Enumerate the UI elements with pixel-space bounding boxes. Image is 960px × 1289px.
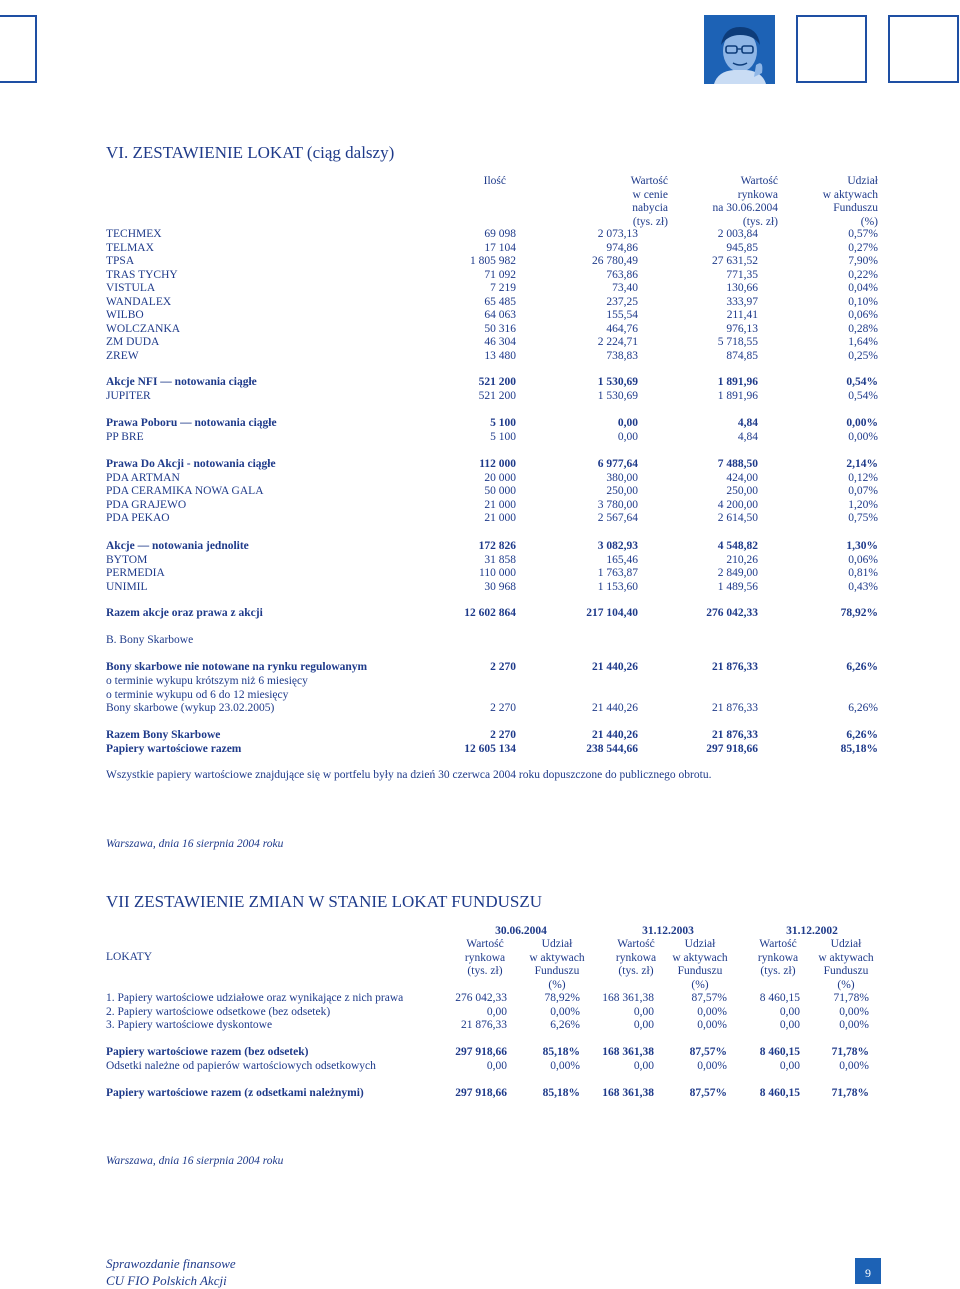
vi-row-market: 2 614,50 <box>717 512 758 524</box>
vii-row-value-3: 0,00% <box>697 1005 727 1018</box>
vii-value-header-2-2: (tys. zł) <box>760 965 796 977</box>
vii-value-header-2-1: rynkowa <box>757 951 799 964</box>
vi-row-market: 4,84 <box>737 430 758 443</box>
vi-row-label: UNIMIL <box>106 580 148 593</box>
vii-row-label: Papiery wartościowe razem (bez odsetek) <box>106 1046 309 1058</box>
vi-row-qty: 521 200 <box>478 376 516 388</box>
vii-row-label: Papiery wartościowe razem (z odsetkami należnymi) <box>106 1087 364 1099</box>
vi-row-qty: 31 858 <box>484 553 516 566</box>
vi-row-qty: 17 104 <box>484 241 516 254</box>
vi-row-label: PP BRE <box>106 430 144 443</box>
signature-vi: Warszawa, dnia 16 sierpnia 2004 roku <box>106 838 284 850</box>
vi-row-label: ZM DUDA <box>106 336 160 348</box>
vi-row-qty: 1 805 982 <box>470 255 516 267</box>
decor-box-2 <box>888 15 959 83</box>
admission-note: Wszystkie papiery wartościowe znajdujące się w portfelu były na dzień 30 czerwca 2004 roku dopuszczone do publicznego obrotu. <box>106 769 712 781</box>
footer-fund-name: CU FIO Polskich Akcji <box>106 1273 227 1288</box>
vi-row-label: PDA PEKAO <box>106 512 170 524</box>
vii-row-value-2: 0,00 <box>633 1019 654 1031</box>
vi-row-qty: 20 000 <box>484 471 516 484</box>
vi-row-share: 0,12% <box>848 471 878 484</box>
vi-row-market: 2 003,84 <box>717 228 758 240</box>
vi-row-cost: 1 530,69 <box>597 389 638 402</box>
vi-row-qty: 50 316 <box>484 322 516 335</box>
vi-row-cost: 738,83 <box>606 349 638 362</box>
vi-row-cost: 3 780,00 <box>597 498 638 511</box>
vi-row-label: PDA CERAMIKA NOWA GALA <box>106 485 264 497</box>
vi-row-cost: 464,76 <box>606 322 638 335</box>
vii-row-value-3: 87,57% <box>689 1046 727 1058</box>
vi-row-label: PERMEDIA <box>106 567 165 579</box>
vii-share-header-0-2: Funduszu <box>534 965 580 977</box>
vi-row-share: 78,92% <box>840 607 878 619</box>
bony-row-label: Razem Bony Skarbowe <box>106 729 221 741</box>
vii-row-label: Odsetki należne od papierów wartościowych odsetkowych <box>106 1059 376 1072</box>
vi-row-label: TECHMEX <box>106 228 162 240</box>
vii-row-value-0: 276 042,33 <box>455 992 507 1004</box>
vii-value-header-1-2: (tys. zł) <box>618 965 654 977</box>
vi-row-share: 0,28% <box>848 322 878 335</box>
vii-row-value-2: 168 361,38 <box>602 992 654 1004</box>
vii-row-value-0: 0,00 <box>486 1005 507 1018</box>
vi-row-cost: 73,40 <box>612 282 638 294</box>
vi-header-col3-line0: Udział <box>847 175 878 187</box>
vii-value-header-0-1: rynkowa <box>464 951 506 964</box>
vi-row-cost: 1 530,69 <box>597 376 638 388</box>
vii-value-header-0-2: (tys. zł) <box>467 965 503 977</box>
vii-row-value-2: 0,00 <box>633 1059 654 1072</box>
vii-share-header-2-3: (%) <box>837 978 855 991</box>
vi-row-qty: 112 000 <box>479 458 516 470</box>
vii-row-value-1: 85,18% <box>542 1087 580 1099</box>
vii-share-header-1-0: Udział <box>684 938 716 950</box>
vi-row-share: 7,90% <box>848 255 878 267</box>
bony-row-share: 6,26% <box>846 729 878 741</box>
vi-row-qty: 46 304 <box>484 336 516 348</box>
bony-row-cost: 21 440,26 <box>592 702 638 714</box>
vi-row-market: 424,00 <box>726 471 758 484</box>
vii-row-value-2: 168 361,38 <box>602 1046 654 1058</box>
vi-row-label: ZREW <box>106 349 139 362</box>
vi-row-cost: 2 224,71 <box>597 336 638 348</box>
vii-row-value-1: 85,18% <box>542 1046 580 1058</box>
vi-row-cost: 1 763,87 <box>597 567 638 579</box>
vi-row-market: 250,00 <box>726 485 758 497</box>
vi-row-cost: 6 977,64 <box>597 458 638 470</box>
vi-row-label: BYTOM <box>106 553 148 566</box>
vi-row-share: 1,30% <box>846 540 878 552</box>
vi-header-col3-line2: Funduszu <box>833 202 878 214</box>
vi-row-label: PDA GRAJEWO <box>106 498 187 511</box>
vi-row-qty: 172 826 <box>478 540 516 552</box>
vii-row-label: 2. Papiery wartościowe odsetkowe (bez odsetek) <box>106 1005 331 1018</box>
bony-row-share: 6,26% <box>846 661 878 673</box>
bony-row-market: 21 876,33 <box>712 661 758 673</box>
bony-row-qty: 2 270 <box>490 729 516 741</box>
vi-row-share: 0,06% <box>848 553 878 566</box>
vi-row-cost: 2 073,13 <box>597 228 638 240</box>
vii-row-value-5: 71,78% <box>831 1087 869 1099</box>
vi-row-cost: 763,86 <box>606 268 638 281</box>
vi-row-label: Prawa Do Akcji - notowania ciągłe <box>106 458 276 470</box>
vi-row-market: 4,84 <box>737 417 758 429</box>
vi-row-market: 27 631,52 <box>712 255 758 267</box>
vi-row-share: 0,54% <box>846 376 878 388</box>
vii-row-value-0: 0,00 <box>486 1059 507 1072</box>
vi-header-col1-line1: w cenie <box>632 188 668 201</box>
vi-row-market: 945,85 <box>726 241 758 254</box>
vi-row-cost: 217 104,40 <box>586 607 638 619</box>
vi-row-cost: 250,00 <box>606 485 638 497</box>
vii-date-1: 31.12.2003 <box>642 925 694 937</box>
vi-row-cost: 3 082,93 <box>597 540 638 552</box>
vi-row-market: 333,97 <box>726 295 758 308</box>
vi-row-market: 210,26 <box>726 553 758 566</box>
vi-row-market: 4 200,00 <box>717 498 758 511</box>
vii-row-value-0: 297 918,66 <box>455 1046 507 1058</box>
vi-row-market: 276 042,33 <box>706 607 758 619</box>
vii-row-value-3: 0,00% <box>697 1019 727 1031</box>
bony-row-cost: 238 544,66 <box>586 743 638 755</box>
vii-date-2: 31.12.2002 <box>786 925 838 937</box>
vi-header-col1-line0: Wartość <box>630 175 668 187</box>
vi-header-col3-line1: w aktywach <box>822 188 878 201</box>
vii-share-header-1-1: w aktywach <box>672 951 728 964</box>
vi-row-market: 211,41 <box>726 309 758 321</box>
vi-header-col2-line3: (tys. zł) <box>742 215 778 228</box>
vi-row-label: WILBO <box>106 309 144 321</box>
vi-row-qty: 64 063 <box>484 309 516 321</box>
vii-share-header-1-2: Funduszu <box>677 965 723 977</box>
vi-row-share: 1,64% <box>848 336 878 348</box>
bony-row-label: Papiery wartościowe razem <box>106 743 242 755</box>
vi-row-cost: 1 153,60 <box>597 580 638 593</box>
vii-row-label: 1. Papiery wartościowe udziałowe oraz wynikające z nich prawa <box>106 992 404 1004</box>
section-vii-title: VII ZESTAWIENIE ZMIAN W STANIE LOKAT FUNDUSZU <box>106 892 542 911</box>
vi-header-col1-line2: nabycia <box>632 202 668 214</box>
vi-row-market: 5 718,55 <box>717 336 758 348</box>
bony-row-share: 85,18% <box>840 743 878 755</box>
vi-row-qty: 12 602 864 <box>464 607 516 619</box>
vi-row-share: 0,27% <box>848 241 878 254</box>
vii-row-value-5: 71,78% <box>831 1046 869 1058</box>
footer-report-name: Sprawozdanie finansowe <box>106 1256 236 1271</box>
vi-row-label: Razem akcje oraz prawa z akcji <box>106 607 263 619</box>
vi-row-share: 1,20% <box>848 498 878 511</box>
vii-value-header-1-0: Wartość <box>617 938 655 950</box>
vii-row-label: 3. Papiery wartościowe dyskontowe <box>106 1019 273 1031</box>
vi-row-qty: 21 000 <box>484 512 516 524</box>
vii-row-value-5: 71,78% <box>833 992 869 1004</box>
bony-row-share: 6,26% <box>848 702 878 714</box>
vi-row-share: 0,25% <box>848 349 878 362</box>
vii-row-value-4: 8 460,15 <box>759 1046 800 1058</box>
vi-row-qty: 521 200 <box>478 389 516 402</box>
bony-row-market: 21 876,33 <box>712 729 758 741</box>
vi-row-qty: 71 092 <box>484 268 516 281</box>
bony-row-qty: 2 270 <box>490 702 516 714</box>
vii-share-header-0-0: Udział <box>541 938 573 950</box>
decor-box-1 <box>796 15 867 83</box>
bony-row-label: o terminie wykupu od 6 do 12 miesięcy <box>106 689 289 701</box>
vii-row-value-2: 0,00 <box>633 1005 654 1018</box>
vii-row-value-4: 8 460,15 <box>759 1087 800 1099</box>
vi-row-label: TELMAX <box>106 241 154 254</box>
vi-row-qty: 50 000 <box>484 485 516 497</box>
vi-row-qty: 5 100 <box>490 430 516 443</box>
vi-row-share: 0,22% <box>848 268 878 281</box>
vi-row-market: 976,13 <box>726 322 758 335</box>
vii-row-value-3: 87,57% <box>689 1087 727 1099</box>
vii-row-value-5: 0,00% <box>839 1019 869 1031</box>
vii-row-value-5: 0,00% <box>839 1005 869 1018</box>
vi-row-share: 0,07% <box>848 485 878 497</box>
vi-row-share: 0,06% <box>848 309 878 321</box>
vii-row-value-3: 0,00% <box>697 1059 727 1072</box>
vi-header-col0-line0: Ilość <box>483 175 506 187</box>
bony-row-qty: 12 605 134 <box>464 743 516 755</box>
vi-header-col1-line3: (tys. zł) <box>632 215 668 228</box>
vi-row-qty: 7 219 <box>490 282 516 294</box>
vi-row-cost: 0,00 <box>617 430 638 443</box>
vi-row-share: 0,10% <box>848 295 878 308</box>
vi-row-cost: 0,00 <box>617 417 638 429</box>
vi-row-market: 1 891,96 <box>717 389 758 402</box>
vi-row-cost: 380,00 <box>606 471 638 484</box>
bony-row-label: Bony skarbowe (wykup 23.02.2005) <box>106 702 275 714</box>
vii-row-value-1: 0,00% <box>550 1059 580 1072</box>
vi-row-market: 771,35 <box>726 268 758 281</box>
vii-share-header-2-2: Funduszu <box>823 965 869 977</box>
vi-row-cost: 2 567,64 <box>597 512 638 524</box>
vi-row-label: PDA ARTMAN <box>106 471 180 484</box>
vii-share-header-0-1: w aktywach <box>529 951 585 964</box>
vii-date-0: 30.06.2004 <box>495 925 547 937</box>
vi-row-label: WOLCZANKA <box>106 322 181 335</box>
vi-row-share: 0,00% <box>846 417 878 429</box>
vi-row-qty: 65 485 <box>484 295 516 308</box>
vi-row-label: VISTULA <box>106 282 156 294</box>
vi-row-market: 1 891,96 <box>717 376 758 388</box>
vi-row-qty: 30 968 <box>484 580 516 593</box>
vii-row-value-3: 87,57% <box>691 992 727 1004</box>
vi-row-market: 130,66 <box>726 282 758 294</box>
vii-row-value-4: 0,00 <box>779 1005 800 1018</box>
vi-row-cost: 974,86 <box>606 241 638 254</box>
signature-vii: Warszawa, dnia 16 sierpnia 2004 roku <box>106 1155 284 1167</box>
vi-row-qty: 110 000 <box>479 567 516 579</box>
vi-row-label: TRAS TYCHY <box>106 268 178 281</box>
portrait-photo <box>704 15 775 84</box>
vii-row-value-4: 0,00 <box>779 1059 800 1072</box>
vi-row-share: 0,04% <box>848 282 878 294</box>
bony-row-label: o terminie wykupu krótszym niż 6 miesięcy <box>106 675 308 687</box>
vii-value-header-1-1: rynkowa <box>615 951 657 964</box>
vii-value-header-0-0: Wartość <box>466 938 504 950</box>
vi-row-share: 0,54% <box>848 389 878 402</box>
vi-row-label: JUPITER <box>106 389 151 402</box>
section-vi-title: VI. ZESTAWIENIE LOKAT (ciąg dalszy) <box>106 143 395 162</box>
lokaty-header: LOKATY <box>106 951 152 963</box>
vii-share-header-2-1: w aktywach <box>818 951 874 964</box>
vi-row-market: 7 488,50 <box>717 458 758 470</box>
bony-row-cost: 21 440,26 <box>592 729 638 741</box>
bony-row-market: 21 876,33 <box>712 702 758 714</box>
vi-row-share: 0,43% <box>848 580 878 593</box>
bony-section-title: B. Bony Skarbowe <box>106 634 194 646</box>
corner-frame <box>0 15 37 83</box>
vi-header-col2-line1: rynkowa <box>737 188 778 201</box>
vii-share-header-0-3: (%) <box>548 978 566 991</box>
vii-share-header-2-0: Udział <box>830 938 862 950</box>
vi-header-col2-line0: Wartość <box>740 175 778 187</box>
vi-row-share: 0,75% <box>848 512 878 524</box>
vi-row-qty: 21 000 <box>484 498 516 511</box>
vi-row-cost: 155,54 <box>606 309 638 321</box>
vi-row-share: 2,14% <box>846 458 878 470</box>
vi-row-market: 874,85 <box>726 349 758 362</box>
vii-row-value-1: 6,26% <box>550 1019 580 1031</box>
vii-share-header-1-3: (%) <box>691 978 709 991</box>
vii-row-value-2: 168 361,38 <box>602 1087 654 1099</box>
vi-header-col3-line3: (%) <box>860 215 878 228</box>
vii-value-header-2-0: Wartość <box>759 938 797 950</box>
vi-row-share: 0,00% <box>848 430 878 443</box>
vii-row-value-1: 78,92% <box>544 992 580 1004</box>
vii-row-value-0: 21 876,33 <box>461 1019 507 1031</box>
vi-row-qty: 5 100 <box>490 417 516 429</box>
vi-row-label: Akcje — notowania jednolite <box>106 540 249 552</box>
vi-row-market: 1 489,56 <box>717 580 758 593</box>
vi-row-share: 0,81% <box>848 567 878 579</box>
vii-row-value-0: 297 918,66 <box>455 1087 507 1099</box>
bony-row-cost: 21 440,26 <box>592 661 638 673</box>
bony-row-market: 297 918,66 <box>706 743 758 755</box>
vi-row-label: TPSA <box>106 255 135 267</box>
vi-row-label: Akcje NFI — notowania ciągłe <box>106 376 257 388</box>
vii-row-value-4: 0,00 <box>779 1019 800 1031</box>
vii-row-value-4: 8 460,15 <box>759 992 800 1004</box>
vi-row-qty: 69 098 <box>484 228 516 240</box>
vi-row-label: Prawa Poboru — notowania ciągłe <box>106 417 277 429</box>
vi-row-market: 4 548,82 <box>717 540 758 552</box>
vii-row-value-5: 0,00% <box>839 1059 869 1072</box>
bony-row-qty: 2 270 <box>490 661 516 673</box>
vi-row-share: 0,57% <box>848 228 878 240</box>
vi-row-market: 2 849,00 <box>717 567 758 579</box>
page-number: 9 <box>855 1258 881 1284</box>
vi-row-cost: 26 780,49 <box>592 255 638 267</box>
vi-row-label: WANDALEX <box>106 295 172 308</box>
vi-row-cost: 237,25 <box>606 295 638 308</box>
bony-row-label: Bony skarbowe nie notowane na rynku regulowanym <box>106 661 368 673</box>
vii-row-value-1: 0,00% <box>550 1005 580 1018</box>
vi-row-cost: 165,46 <box>606 553 638 566</box>
vi-row-qty: 13 480 <box>484 349 516 362</box>
vi-header-col2-line2: na 30.06.2004 <box>712 202 778 214</box>
